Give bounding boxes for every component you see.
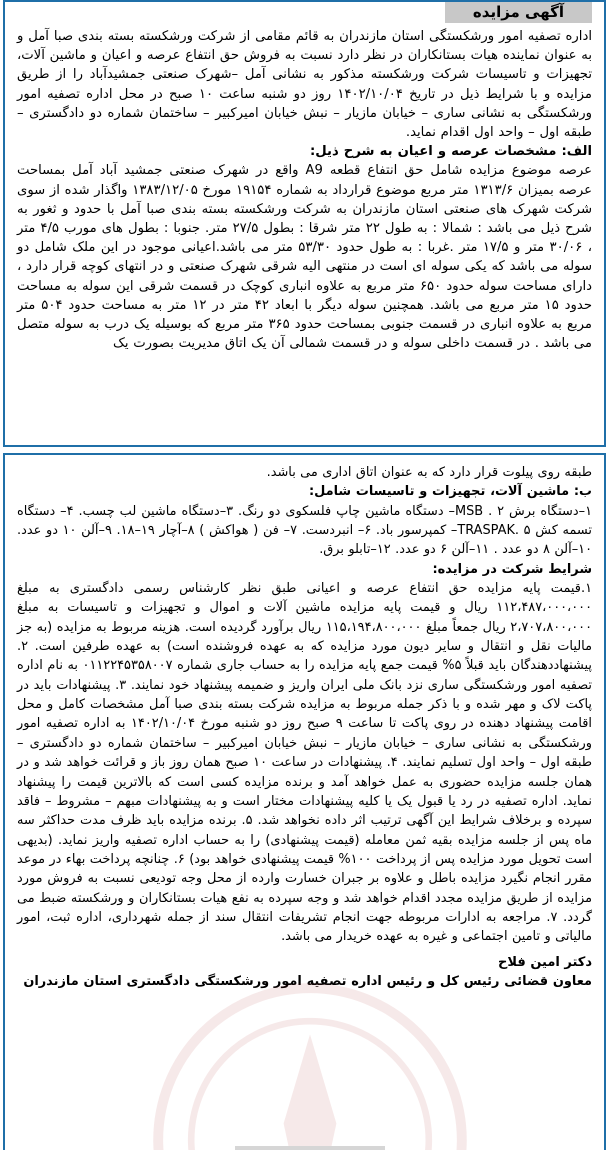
property-description: عرصه موضوع مزایده شامل حق انتفاع قطعه A9 واقع در شهرک صنعتی جمشید آباد آمل بمساحت عرصه بمیزان ۱۳۱۳/۶ متر مربع موضوع قرارداد به شماره ۱۹۱۵۴ مورخ ۱۳۸۳/۱۲/۰۵ واگذار شده از سوی شرکت شهرک های صنعتی استان مازندران به شرکت ورشکسته بسته بندی صبا آمل با حدود و ثغور به شرح ذیل می باشد : شمالا : به طول ۲۲ متر شرقا : بطول ۲۷/۵ متر. جنوبا : بطول های مورب ۴/۵ متر ، ۳۰/۰۶ متر و ۱۷/۵ متر .غربا : به طول حدود ۵۳/۳۰ متر می باشد.اعیانی موجود در این ملک شامل دو سوله می باشد که یکی سوله ای است در منتهی الیه شرقی شهرک صنعتی و در انتهای کوچه قرار دارد ، دارای مساحت سوله حدود ۶۵۰ متر مربع به علاوه انباری کوچک در قسمت شرقی این سوله به مساحت حدود ۱۵ متر مربع می باشد. همچنین سوله دیگر با ابعاد ۴۲ متر در ۱۲ متر به مساحت حدود ۵۰۴ متر مربع به علاوه انباری در قسمت جنوبی بمساحت حدود ۳۶۵ متر مربع که بوسیله یک درب به سوله متصل می باشد . در قسمت داخلی سوله و در قسمت شمالی آن یک اتاق مدیریت بصورت یک bbox=[17, 163, 593, 352]
notice-box-bottom bbox=[3, 453, 606, 1150]
notice-title: آگهی مزایده bbox=[445, 2, 592, 23]
conditions-heading: شرایط شرکت در مزایده: bbox=[432, 561, 592, 577]
intro-paragraph: اداره تصفیه امور ورشکستگی استان مازندران به قائم مقامی از شرکت ورشکسته بسته بندی صبا آمل و به عنوان نماینده هیات بستانکاران در نظر دارد نسبت به فروش حق انتفاع عرصه و اعیان و ماشین آلات، تجهیزات و تاسیسات شرکت ورشکسته مذکور به نشانی آمل –شهرک صنعتی جمشیدآباد را از طریق مزایده و با شرایط ذیل در تاریخ ۱۴۰۲/۱۰/۰۴ روز دو شنبه ساعت ۱۰ صبح در محل اداره تصفیه امور ورشکستگی به نشانی ساری – خیابان مازیار – نبش خیابان امیرکبیر – ساختمان شماره دو دادگستری – طبقه اول – واحد اول اقدام نماید. bbox=[17, 29, 592, 141]
signer-name: دکتر امین فلاح bbox=[498, 954, 592, 970]
emblem-watermark-icon bbox=[145, 975, 475, 1150]
conditions-text: ۱.قیمت پایه مزایده حق انتفاع عرصه و اعیانی طبق نظر کارشناس رسمی دادگستری به مبلغ ۱۱۲،۴۸۷،۰۰۰،۰۰۰ ریال و قیمت پایه مزایده ماشین آلات و اموال و تجهیزات و تاسیسات به مبلغ ۲،۷۰۷،۸۰۰،۰۰۰ ریال جمعاً مبلغ ۱۱۵،۱۹۴،۸۰۰،۰۰۰ ریال برآورد گردیده است. هزینه مربوط به مزایده (به جز مالیات نقل و انتقال و سایر دیون مورد مزایده که به عهده فروشنده است) به عهده طرفین است. ۲. پیشنهاددهندگان باید قبلاً ۵% قیمت جمع پایه مزایده را به حساب جاری شماره ۰۱۱۲۲۴۵۳۵۸۰۰۷ به نام اداره تصفیه امور ورشکستگی ساری نزد بانک ملی ایران واریز و ضمیمه پیشنهاد خود نمایند. ۳. پیشنهادات باید در پاکت لاک و مهر شده و با ذکر جمله مربوط به مزایده شرکت بسته بندی صبا آمل مشخصات کامل و محل اقامت پیشنهاد دهنده در روی پاکت تا ساعت ۹ صبح روز دو شنبه مورخ ۱۴۰۲/۱۰/۰۴ به اداره تصفیه امور ورشکستگی به نشانی ساری – خیابان مازیار – نبش خیابان امیرکبیر – ساختمان شماره دو دادگستری – طبقه اول – واحد اول تسلیم نمایند. ۴. پیشنهادات در ساعت ۱۰ صبح همان روز باز و قرائت خواهد شد و در همان جلسه مزایده حضوری به عمل خواهد آمد و برنده مزایده کسی است که بالاترین قیمت را پیشنهاد نماید. اداره تصفیه در رد یا قبول یک یا کلیه پیشنهادات مختار است و به پیشنهادات مبهم – مشروط – فاقد سپرده و برخلاف شرایط این آگهی ترتیب اثر داده نخواهد شد. ۵. برنده مزایده باید ظرف مدت حداکثر سه ماه پس از جلسه مزایده بقیه ثمن معامله (قیمت پیشنهادی) را به حساب اداره تصفیه واریز نماید. (بدیهی است تحویل مورد مزایده پس از پرداخت ۱۰۰% قیمت پیشنهادی خواهد بود) ۶. چنانچه پرداخت بهاء در موعد مقرر انجام نگیرد مزایده باطل و علاوه بر جبران خسارت وارده از محل وجه تودیعی نسبت به فروش مورد مزایده از طریق مزایده مجدد اقدام خواهد شد و وجه سپرده به نفع هیات بستانکاران و ورشکسته ضبط می گردد. ۷. مراجعه به ادارات مربوطه جهت انجام تشریفات انتقال سند از جمله شهرداری، اداره ثبت، امور مالیاتی و تامین اجتماعی و غیره به عهده خریدار می باشد. bbox=[17, 581, 593, 945]
next-title-stub bbox=[235, 1146, 385, 1150]
section-a-heading: الف: مشخصات عرصه و اعیان به شرح ذیل: bbox=[309, 144, 592, 160]
section-b-heading: ب: ماشین آلات، تجهیزات و تاسیسات شامل: bbox=[308, 484, 592, 500]
machinery-list: ۱–دستگاه برش MSB . ۲– دستگاه ماشین چاپ فلسکوی دو رنگ. ۳–دستگاه ماشین لب چسب. ۴– دستگاه تسمه کش TRASPAK. ۵– کمپرسور باد. ۶– انبردست. ۷– فن ( هواکش ) ۸–آچار ۱۹–۱۸. ۹–آلن ۱۰ دو عدد. ۱۰–آلن ۸ دو عدد . ۱۱–آلن ۶ دو عدد. ۱۲–تابلو برق. bbox=[17, 503, 592, 558]
signer-position: معاون قضائی رئیس کل و رئیس اداره تصفیه امور ورشکستگی دادگستری استان مازندران bbox=[23, 973, 592, 989]
notice-box-top bbox=[3, 0, 606, 447]
notice-title-wrap bbox=[17, 2, 592, 23]
continuation-paragraph: طبقه روی پیلوت قرار دارد که به عنوان اتاق اداری می باشد. bbox=[266, 465, 592, 480]
